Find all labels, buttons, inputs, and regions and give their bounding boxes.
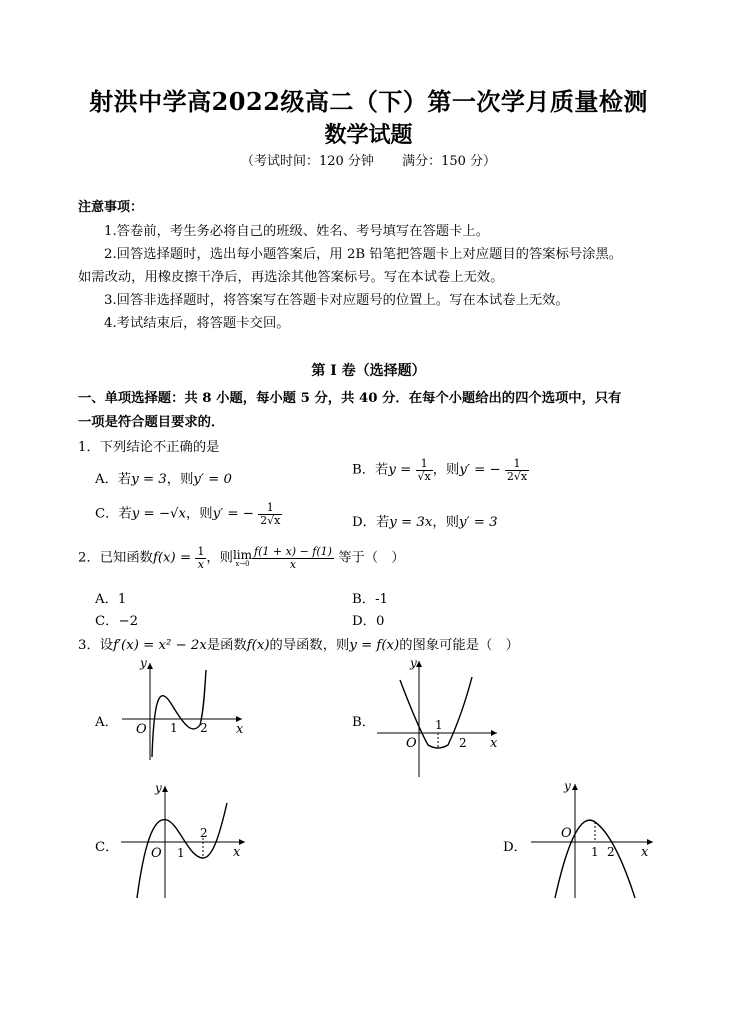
note-item: 如需改动，用橡皮擦干净后，再选涂其他答案标号。写在本试卷上无效。	[78, 270, 504, 285]
q1-stem: 1．下列结论不正确的是	[78, 440, 220, 455]
y-axis-arrow	[147, 663, 153, 669]
tick-label: 2	[459, 736, 467, 750]
y-axis-arrow	[416, 661, 422, 667]
part1-instruction-2: 一项是符合题目要求的．	[78, 415, 225, 430]
q1-option-c: C．若y = −√x，则y′ = − $\frac{1}{2√x}$	[95, 501, 281, 527]
tick-label: 2	[607, 845, 615, 859]
q1-option-b: B．若y = $\frac{1}{√x}$ ，则y′ = − $\frac{1}{2√x}$	[352, 457, 528, 483]
q3-stem: 3．设f′(x) = x² − 2x是函数f(x)的导函数，则y = f(x)的图象可能是（ ）	[78, 638, 519, 653]
origin-label: O	[406, 736, 417, 751]
curve	[152, 670, 206, 757]
q2-stem: 2．已知函数f(x) = $\frac{1}{x}$ ，则 lim x→0 $\frac{f(1 + x) - f(1)}{x}$ 等于（ ）	[78, 545, 405, 571]
y-label: y	[410, 656, 417, 670]
note-item: 1.答卷前，考生务必将自己的班级、姓名、考号填写在答题卡上。	[104, 224, 489, 239]
q1-option-a: A．若y = 3，则y′ = 0	[95, 472, 232, 487]
x-label: x	[236, 722, 244, 737]
origin-label: O	[561, 826, 572, 841]
x-label: x	[490, 736, 498, 751]
y-axis-arrow	[572, 784, 578, 790]
q3-graph-a	[112, 655, 252, 765]
exam-score: 满分：150 分）	[402, 154, 497, 169]
y-label: y	[155, 781, 162, 795]
x-label: x	[641, 845, 649, 860]
q3-option-d-label: D．	[503, 840, 527, 855]
tick-label: 1	[177, 846, 185, 860]
exam-subject: 数学试题	[324, 122, 413, 148]
tick-label: 1	[170, 721, 178, 735]
q3-graph-c	[115, 778, 250, 903]
origin-label: O	[151, 846, 162, 861]
q3-graph-d	[525, 778, 660, 903]
tick-label: 1	[591, 845, 599, 859]
x-label: x	[233, 845, 241, 860]
q2-option-a: A．1	[95, 592, 127, 607]
q3-option-a-label: A．	[95, 715, 118, 730]
exam-title: 射洪中学高2022级高二（下）第一次学月质量检测	[89, 87, 648, 116]
q3-graph-b	[372, 655, 502, 780]
q2-option-b: B．-1	[352, 592, 389, 607]
y-axis-arrow	[162, 786, 168, 792]
note-item: 4.考试结束后，将答题卡交回。	[104, 316, 290, 331]
q1-option-d: D．若y = 3x，则y′ = 3	[352, 515, 498, 530]
tick-label: 2	[200, 721, 208, 735]
q3-option-b-label: B．	[352, 715, 376, 730]
y-label: y	[564, 779, 571, 793]
exam-time: （考试时间：120 分钟	[240, 154, 374, 169]
note-item: 3.回答非选择题时，将答案写在答题卡对应题号的位置上。写在本试卷上无效。	[104, 293, 569, 308]
exam-info	[0, 150, 737, 169]
tick-label: 1	[435, 718, 443, 732]
y-label: y	[140, 656, 147, 670]
q3-option-c-label: C．	[95, 840, 119, 855]
part1-instruction-1: 一、单项选择题：共 8 小题，每小题 5 分，共 40 分．在每个小题给出的四个选项中，只有	[78, 391, 622, 406]
note-item: 2.回答选择题时，选出每小题答案后，用 2B 铅笔把答题卡上对应题目的答案标号涂黑。	[104, 247, 623, 262]
notes-heading: 注意事项：	[78, 200, 144, 215]
origin-label: O	[136, 722, 147, 737]
q2-option-d: D．0	[352, 614, 385, 629]
tick-label: 2	[200, 826, 208, 840]
part1-title: 第 I 卷（选择题）	[311, 363, 426, 379]
q2-option-c: C．−2	[95, 614, 139, 629]
